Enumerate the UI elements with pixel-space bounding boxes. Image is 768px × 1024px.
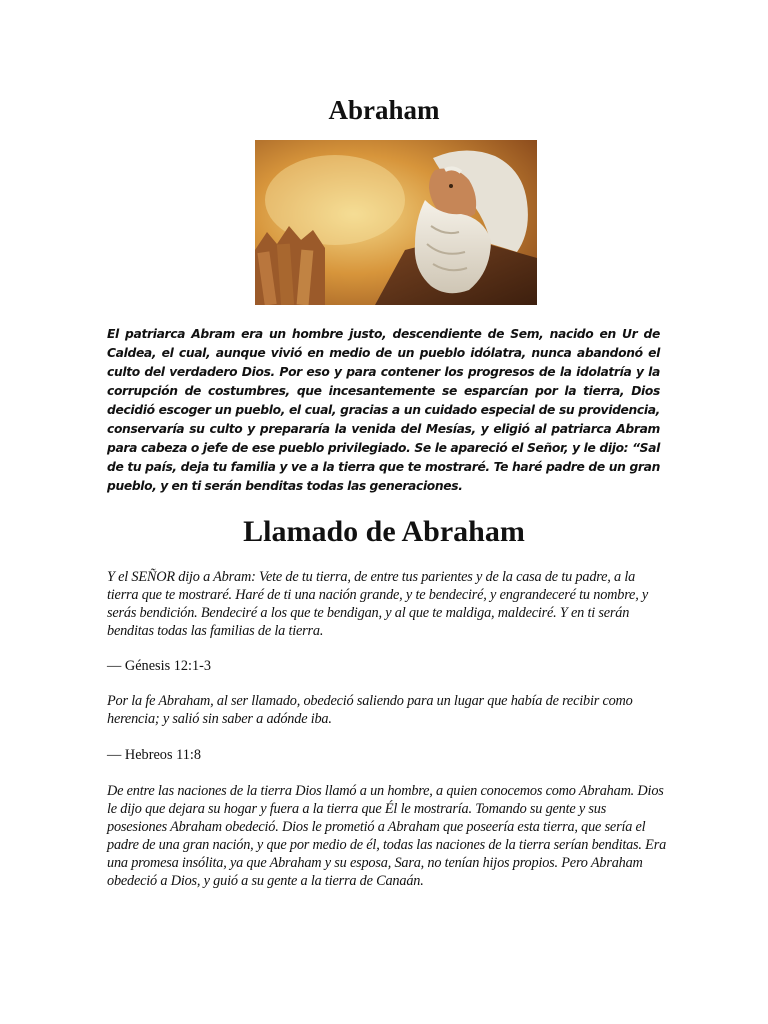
closing-paragraph: De entre las naciones de la tierra Dios llamó a un hombre, a quien conocemos como Abraham. Dios le dijo que dejara su hogar y fuera a la tierra que Él le mostraría. Tomando su gente y sus posesiones Abraham obedeció. Dios le prometió a Abraham que poseería esta tierra, que sería el padre de una gran nación, y que por medio de él, todas las naciones de la tierra serían benditas. Era una promesa insólita, ya que Abraham y su esposa, Sara, no tenían hijos propios. Pero Abraham obedeció a Dios, y guió a su gente a la tierra de Canaán. <box>107 783 667 889</box>
intro-paragraph: El patriarca Abram era un hombre justo, descendiente de Sem, nacido en Ur de Caldea, el cual, aunque vivió en medio de un pueblo idólatra, nunca abandonó el culto del verdadero Dios. Por eso y para contener los progresos de la idolatría y la corrupción de costumbres, que incesantemente se esparcían por la tierra, Dios decidió escoger un pueblo, el cual, gracias a un cuidado especial de su providencia, conservaría su culto y prepararía la venida del Mesías, y eligió al patriarca Abram para cabeza o jefe de ese pueblo privilegiado. Se le apareció el Señor, y le dijo: “Sal de tu país, deja tu familia y ve a la tierra que te mostraré. Te haré padre de un gran pueblo, y en ti serán benditas todas las generaciones. <box>107 327 660 493</box>
citation-hebrews: — Hebreos 11:8 <box>107 747 201 763</box>
portrait-illustration <box>255 140 537 305</box>
quote-genesis: Y el SEÑOR dijo a Abram: Vete de tu tierra, de entre tus parientes y de la casa de tu padre, a la tierra que te mostraré. Haré de ti una nación grande, y te bendeciré, y engrandeceré tu nombre, y serás bendición. Bendeciré a los que te bendigan, y al que te maldiga, maldeciré. Y en ti serán benditas todas las familias de la tierra. <box>107 569 649 639</box>
section-heading: Llamado de Abraham <box>243 515 525 548</box>
abraham-portrait-image <box>255 140 537 305</box>
citation-genesis: — Génesis 12:1-3 <box>107 658 212 674</box>
quote-hebrews: Por la fe Abraham, al ser llamado, obedeció saliendo para un lugar que había de recibir como herencia; y salió sin saber a adónde iba. <box>107 693 633 727</box>
page-title: Abraham <box>328 95 440 125</box>
